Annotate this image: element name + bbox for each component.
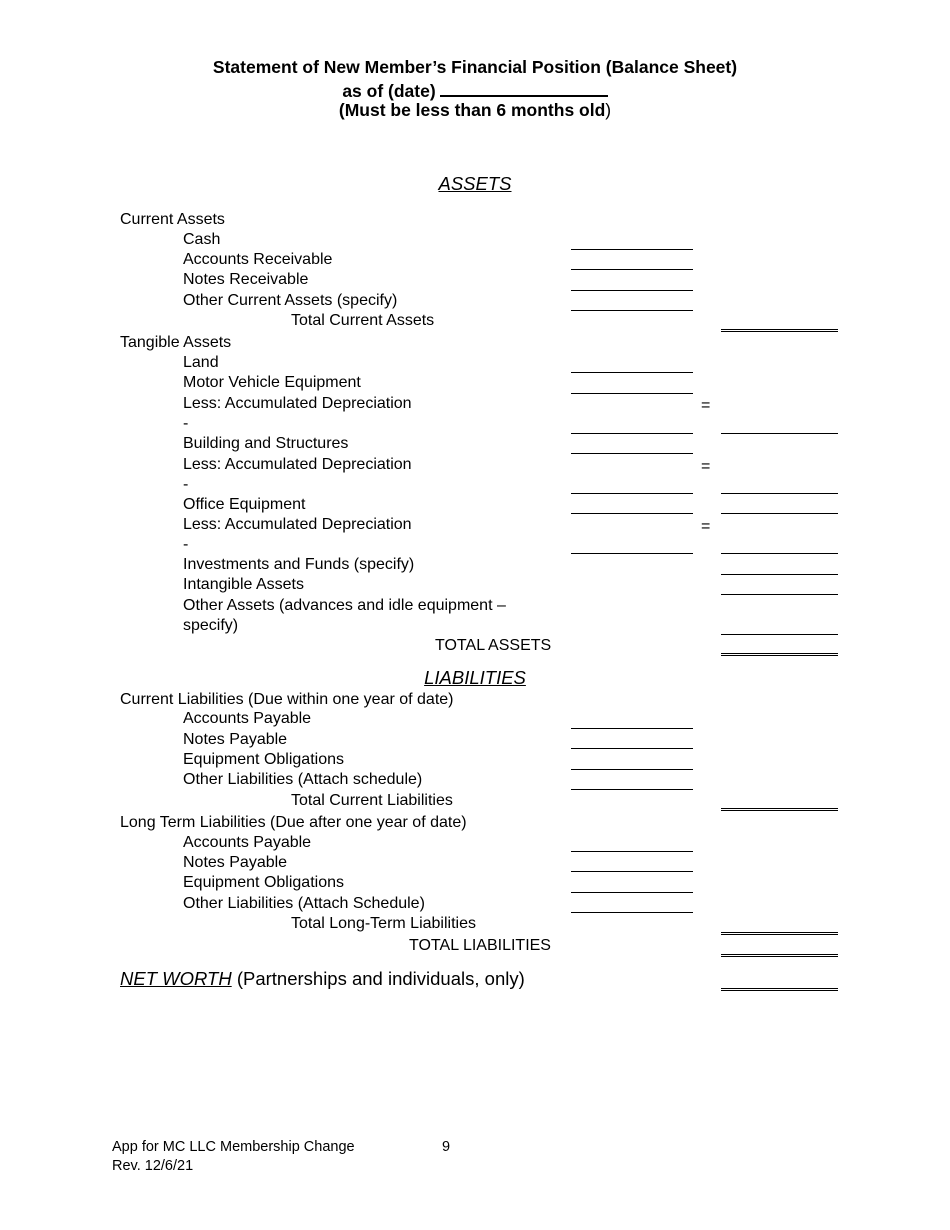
building-label: Building and Structures <box>183 435 349 452</box>
other-assets-amount-line[interactable] <box>721 634 838 635</box>
accounts-payable-label: Accounts Payable <box>183 710 312 727</box>
total-current-liabilities-line[interactable] <box>721 808 838 811</box>
lt-equipment-obligations-label: Equipment Obligations <box>183 874 344 891</box>
total-assets-line[interactable] <box>721 653 838 656</box>
current-liabilities-label: Current Liabilities (Due within one year of date) <box>120 691 454 708</box>
total-long-term-liabilities-line[interactable] <box>721 932 838 935</box>
other-liabilities-amount-line[interactable] <box>571 789 693 790</box>
notes-receivable-label: Notes Receivable <box>183 271 309 288</box>
equipment-obligations-amount-line[interactable] <box>571 769 693 770</box>
age-note-close: ) <box>605 100 612 120</box>
total-long-term-liabilities-label: Total Long-Term Liabilities <box>291 915 476 932</box>
notes-payable-amount-line[interactable] <box>571 748 693 749</box>
investments-amount-line[interactable] <box>721 574 838 575</box>
office-equipment-net-line-a[interactable] <box>721 513 838 514</box>
as-of-label: as of (date) <box>342 81 436 101</box>
long-term-liabilities-label: Long Term Liabilities (Due after one year of date) <box>120 814 467 831</box>
liabilities-heading: LIABILITIES <box>424 667 526 688</box>
lt-other-liabilities-label: Other Liabilities (Attach Schedule) <box>183 895 425 912</box>
current-assets-label: Current Assets <box>120 211 225 228</box>
accounts-receivable-amount-line[interactable] <box>571 269 693 270</box>
net-worth-note: (Partnerships and individuals, only) <box>231 968 525 989</box>
other-current-assets-amount-line[interactable] <box>571 310 693 311</box>
office-equipment-net-line[interactable] <box>721 553 838 554</box>
motor-vehicle-amount-line[interactable] <box>571 393 693 394</box>
total-liabilities-line[interactable] <box>721 954 838 957</box>
as-of-date-line <box>0 79 950 102</box>
dash-mark: - <box>183 476 189 493</box>
office-equipment-amount-line[interactable] <box>571 513 693 514</box>
total-liabilities-label: TOTAL LIABILITIES <box>409 937 551 954</box>
date-blank[interactable] <box>440 79 608 97</box>
land-label: Land <box>183 354 219 371</box>
footer-revision: Rev. 12/6/21 <box>112 1158 194 1174</box>
net-worth-row <box>120 968 525 990</box>
intangible-assets-label: Intangible Assets <box>183 576 304 593</box>
dash-mark: - <box>183 415 189 432</box>
motor-vehicle-net-line[interactable] <box>721 433 838 434</box>
office-equipment-label: Office Equipment <box>183 496 306 513</box>
other-assets-label-cont: specify) <box>183 617 239 634</box>
total-current-assets-line[interactable] <box>721 329 838 332</box>
dash-mark: - <box>183 536 189 553</box>
age-note <box>0 100 950 121</box>
equals-sign: = <box>701 397 711 414</box>
land-amount-line[interactable] <box>571 372 693 373</box>
total-current-assets-label: Total Current Assets <box>291 312 435 329</box>
total-current-liabilities-label: Total Current Liabilities <box>291 792 453 809</box>
equipment-obligations-label: Equipment Obligations <box>183 751 344 768</box>
lt-other-liabilities-amount-line[interactable] <box>571 912 693 913</box>
accounts-payable-amount-line[interactable] <box>571 728 693 729</box>
cash-label: Cash <box>183 231 221 248</box>
cash-amount-line[interactable] <box>571 249 693 250</box>
less-depreciation-label: Less: Accumulated Depreciation <box>183 395 412 412</box>
assets-heading: ASSETS <box>438 173 512 194</box>
motor-vehicle-depreciation-line[interactable] <box>571 433 693 434</box>
footer-form-name: App for MC LLC Membership Change <box>112 1139 355 1155</box>
notes-receivable-amount-line[interactable] <box>571 290 693 291</box>
motor-vehicle-label: Motor Vehicle Equipment <box>183 374 361 391</box>
less-depreciation-label: Less: Accumulated Depreciation <box>183 516 412 533</box>
accounts-receivable-label: Accounts Receivable <box>183 251 333 268</box>
equals-sign: = <box>701 458 711 475</box>
notes-payable-label: Notes Payable <box>183 731 288 748</box>
other-assets-label: Other Assets (advances and idle equipment – <box>183 597 506 614</box>
other-liabilities-label: Other Liabilities (Attach schedule) <box>183 771 423 788</box>
other-current-assets-label: Other Current Assets (specify) <box>183 292 398 309</box>
net-worth-amount-line[interactable] <box>721 988 838 991</box>
tangible-assets-label: Tangible Assets <box>120 334 232 351</box>
age-note-text: (Must be less than 6 months old <box>338 100 606 120</box>
total-assets-label: TOTAL ASSETS <box>435 637 552 654</box>
investments-label: Investments and Funds (specify) <box>183 556 415 573</box>
lt-notes-payable-label: Notes Payable <box>183 854 288 871</box>
office-equipment-depreciation-line[interactable] <box>571 553 693 554</box>
building-amount-line[interactable] <box>571 453 693 454</box>
page-title: Statement of New Member’s Financial Position (Balance Sheet) <box>212 57 738 77</box>
lt-accounts-payable-label: Accounts Payable <box>183 834 312 851</box>
building-depreciation-line[interactable] <box>571 493 693 494</box>
lt-notes-payable-amount-line[interactable] <box>571 871 693 872</box>
intangible-assets-amount-line[interactable] <box>721 594 838 595</box>
less-depreciation-label: Less: Accumulated Depreciation <box>183 456 412 473</box>
footer-page-number: 9 <box>442 1139 451 1155</box>
equals-sign: = <box>701 518 711 535</box>
net-worth-label: NET WORTH <box>120 968 232 989</box>
building-net-line[interactable] <box>721 493 838 494</box>
lt-equipment-obligations-amount-line[interactable] <box>571 892 693 893</box>
lt-accounts-payable-amount-line[interactable] <box>571 851 693 852</box>
